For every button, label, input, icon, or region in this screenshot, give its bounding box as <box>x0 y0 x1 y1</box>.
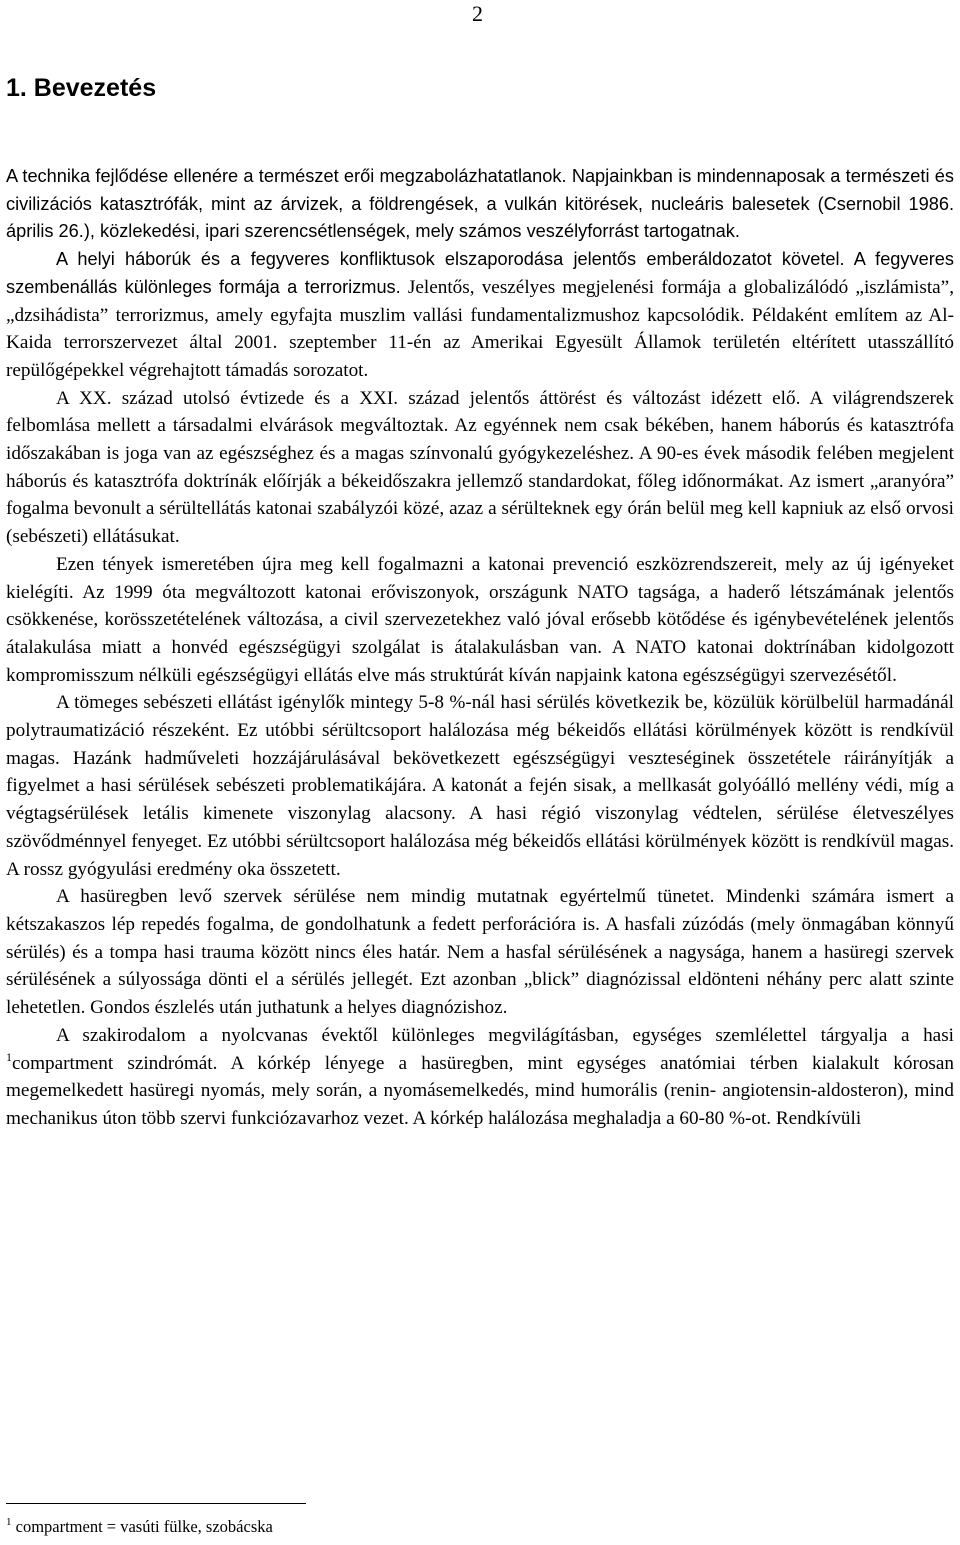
paragraph <box>6 551 954 690</box>
text-segment: A helyi háborúk és a fegyveres konfliktusok elszaporodása jelentős emberáldozatot követel. A fegyveres szembenállás különleges formája a terrorizmus. <box>6 249 954 297</box>
footnote-marker: 1 <box>6 1516 12 1528</box>
text-segment: A tömeges sebészeti ellátást igénylők mintegy 5-8 %-nál hasi sérülés következik be, közülük körülbelül harmadánál polytraumatizáció részeként. Ez utóbbi sérültcsoport halálozása még békeidős ellátási körülmények között is rendkívül magas. Hazánk hadműveleti hozzájárulásával bekövetkezett egészségügyi veszteséginek összetétele ráirányítják a figyelmet a hasi sérülések sebészeti problematikájára. A katonát a fején sisak, a mellkasát golyóálló mellény védi, míg a végtagsérülések letális kimenete viszonylag alacsony. A hasi régió viszonylag védtelen, sérülése életveszélyes szövődménnyel fenyeget. Ez utóbbi sérültcsoport halálozása még békeidős ellátási körülmények között is rendkívül magas. A rossz gyógyulási eredmény oka összetett. <box>6 692 954 880</box>
paragraph <box>6 246 954 385</box>
text-segment: A szakirodalom a nyolcvanas évektől különleges megvilágításban, egységes szemlélettel tárgyalja a hasi <box>56 1024 954 1046</box>
text-segment: Ezen tények ismeretében újra meg kell fogalmazni a katonai prevenció eszközrendszereit, mely az új igényeket kielégíti. Az 1999 óta megváltozott katonai erőviszonyok, országunk NATO tagsága, a haderő létszámának jelentős csökkenése, korösszetételének változása, a civil szervezetekhez való jóval erősebb kötődése és igénybevételének jelentős átalakulása miatt a honvéd egészségügyi szolgálat is átalakulásban van. A NATO katonai doktrínában kidolgozott kompromisszum nélküli egészségügyi ellátás elve más struktúrát kíván napjaink katona egészségügyi szervezésétől. <box>6 553 954 686</box>
footnote <box>6 1516 273 1538</box>
footnote-rule <box>6 1503 306 1504</box>
footnote-text: compartment = vasúti fülke, szobácska <box>11 1517 273 1536</box>
footnote-reference: 1 <box>6 1049 12 1064</box>
paragraph <box>6 689 954 883</box>
text-segment: Jelentős, veszélyes megjelenési formája a globalizálódó „iszlámista”, „dzsihádista” terrorizmus, amely egyfajta muszlim vallási fundamentalizmushoz kapcsolódik. Példaként említem az Al-Kaida terrorszervezet által 2001. szeptember 11-én az Amerikai Egyesült Államok területén eltérített utasszállító repülőgépekkel végrehajtott támadás sorozatot. <box>6 276 954 381</box>
paragraph <box>6 163 954 246</box>
body-text <box>6 163 954 1133</box>
text-segment: A technika fejlődése ellenére a természet erői megzabolázhatatlanok. Napjainkban is mindennaposak a természeti és civilizációs katasztrófák, mint az árvizek, a földrengések, a vulkán kitörések, nucleáris balesetek (Csernobil 1986. április 26.), közlekedési, ipari szerencsétlenségek, mely számos veszélyforrást tartogatnak. <box>6 166 954 242</box>
page-number: 2 <box>472 1 483 26</box>
paragraph <box>6 385 954 551</box>
paragraph <box>6 883 954 1022</box>
text-segment: A hasüregben levő szervek sérülése nem mindig mutatnak egyértelmű tünetet. Mindenki számára ismert a kétszakaszos lép repedés fogalma, de gondolhatunk a fedett perforációra is. A hasfali zúzódás (mely önmagában könnyű sérülés) és a tompa hasi trauma között nincs éles határ. Nem a hasfal sérülésének a nagysága, hanem a hasüregi szervek sérülésének a súlyossága dönti el a sérülés jellegét. Ezt azonban „blick” diagnózissal eldönteni néhány perc alatt szinte lehetetlen. Gondos észlelés után juthatunk a helyes diagnózishoz. <box>6 886 954 1019</box>
text-segment: A XX. század utolsó évtizede és a XXI. század jelentős áttörést és változást idézett elő. A világrendszerek felbomlása mellett a társadalmi elvárások megváltoztak. Az egyénnek nem csak békében, hanem háborús és katasztrófa időszakában is joga van az egészséghez és a magas színvonalú gyógykezeléshez. A 90-es évek második felében megjelent háborús és katasztrófa doktrínák előírják a békeidőszakra jellemző standardokat, főleg időnormákat. Az ismert „aranyóra” fogalma bevonult a sérültellátás katonai szabályzói közé, azaz a sérülteknek egy órán belül meg kell kapniuk az első orvosi (sebészeti) ellátásukat. <box>6 387 954 548</box>
paragraph <box>6 1022 954 1133</box>
section-heading: 1. Bevezetés <box>6 74 157 102</box>
text-segment: compartment szindrómát. A kórkép lényege a hasüregben, mint egységes anatómiai térben kialakult kórosan megemelkedett hasüregi nyomás, mely során, a nyomásemelkedés, mind humorális (renin- angiotensin-aldosteron), mind mechanikus úton több szervi funkciózavarhoz vezet. A kórkép halálozása meghaladja a 60-80 %-ot. Rendkívüli <box>6 1052 954 1129</box>
